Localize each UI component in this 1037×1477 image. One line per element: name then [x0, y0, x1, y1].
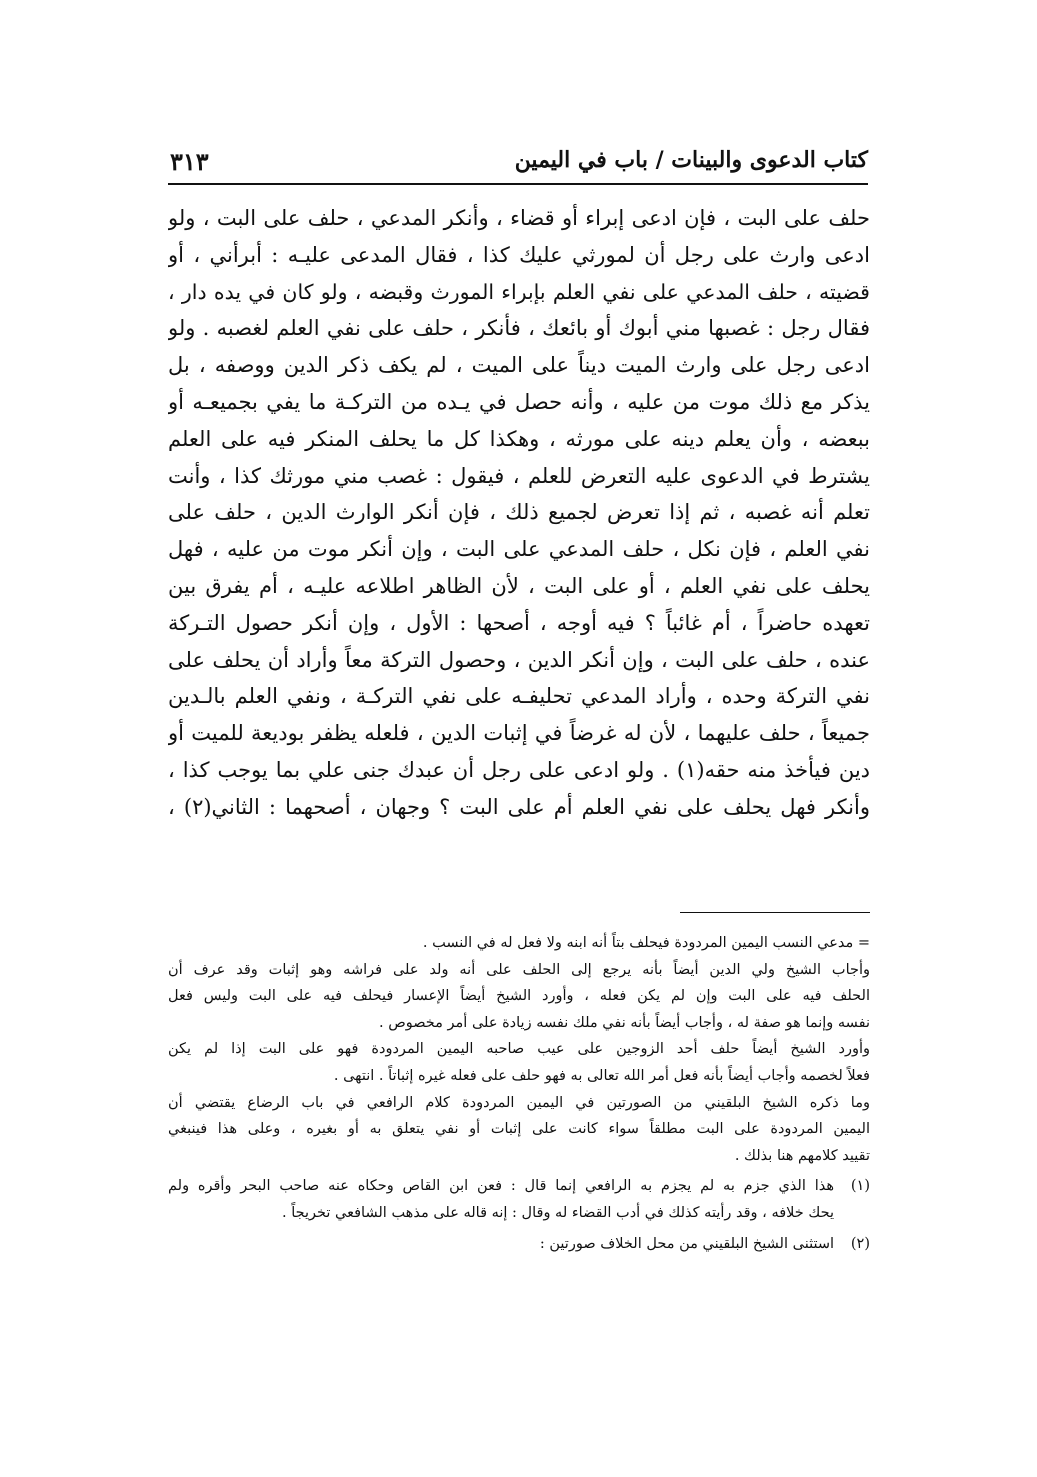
footnote-line: = مدعي النسب اليمين المردودة فيحلف بتاً أنه ابنه ولا فعل له في النسب . — [422, 935, 870, 951]
text-line: يحلف على نفي العلم ، أو على البت ، لأن الظاهر اطلاعه عليـه ، أم يفرق بين — [168, 573, 870, 598]
footnote-line: اليمين المردودة على البت مطلقاً سواء كانت على إثبات أو نفي يتعلق به أو بغيره ، وعلى هذا فينبغي — [168, 1121, 870, 1138]
text-line: عنده ، حلف على البت ، وإن أنكر الدين ، وحصول التركة معاً وأراد أن يحلف على — [168, 647, 870, 672]
footnote-line: الحلف فيه على البت وإن لم يكن فعله ، وأورد الشيخ أيضاً الإعسار فيحلف فيه على البت وليس فعل — [168, 988, 870, 1005]
page-number: ٣١٣ — [170, 147, 209, 176]
text-line: قضيته ، حلف المدعي على نفي العلم بإبراء المورث وقبضه ، ولو كان في يده دار ، — [168, 279, 870, 304]
text-line: دين فيأخذ منه حقه(١) . ولو ادعى على رجل أن عبدك جنى علي بما يوجب كذا ، — [168, 757, 870, 782]
footnote-line: وأورد الشيخ أيضاً حلف أحد الزوجين على عيب صاحبه اليمين المردودة فهو على البت إذا لم يكن — [168, 1041, 870, 1058]
text-line: تعهده حاضراً ، أم غائباً ؟ فيه أوجه ، أصحها : الأول ، وإن أنكر حصول التـركة — [168, 610, 870, 635]
footnote-line: وما ذكره الشيخ البلقيني من الصورتين في اليمين المردودة كلام الرافعي في باب الرضاع يقتضي أن — [168, 1094, 870, 1111]
footnote-2 — [168, 1231, 870, 1258]
footnote-line: نفسه وإنما هو صفة له ، وأجاب أيضاً بأنه نفي ملك نفسه زيادة على أمر مخصوص . — [378, 1014, 870, 1031]
text-line: حلف على البت ، فإن ادعى إبراء أو قضاء ، وأنكر المدعي ، حلف على البت ، ولو — [168, 206, 870, 230]
footnote-1 — [168, 1173, 870, 1226]
text-line: فقال رجل : غصبها مني أبوك أو بائعك ، فأنكر ، حلف على نفي العلم لغصبه . ولو — [168, 316, 870, 341]
footnote-separator — [680, 912, 870, 913]
footnotes — [168, 930, 870, 1257]
footnote-line: هذا الذي جزم به لم يجزم به الرافعي إنما قال : فعن ابن القاص وحكاه عنه صاحب البحر وأقره ولم — [168, 1178, 834, 1195]
text-line: يشترط في الدعوى عليه التعرض للعلم ، فيقول : غصب مني مورثك كذا ، وأنت — [168, 463, 870, 488]
text-line: نفي العلم ، فإن نكل ، حلف المدعي على البت ، وإن أنكر موت من عليه ، فهل — [168, 537, 870, 562]
footnote-line: تقييد كلامهم هنا بذلك . — [734, 1147, 870, 1164]
footnote-line: وأجاب الشيخ ولي الدين أيضاً بأنه يرجع إلى الحلف على أنه ولد على فراشه وهو إثبات وقد عرف أن — [168, 961, 870, 978]
text-line: تعلم أنه غصبه ، ثم إذا تعرض لجميع ذلك ، فإن أنكر الوارث الدين ، حلف على — [168, 500, 870, 525]
text-line: ادعى رجل على وارث الميت ديناً على الميت ، لم يكف ذكر الدين ووصفه ، بل — [168, 353, 870, 378]
footnote-line: فعلاً لخصمه وأجاب أيضاً بأنه فعل أمر الله تعالى به فهو حلف على فعله غيره إثباتاً . انتهى . — [333, 1067, 870, 1084]
running-header — [168, 143, 868, 185]
text-line: وأنكر فهل يحلف على نفي العلم أم على البت ؟ وجهان ، أصحهما : الثاني(٢) ، — [168, 794, 870, 819]
text-line: نفي التركة وحده ، وأراد المدعي تحليفـه على نفي التركـة ، ونفي العلم بالـدين — [168, 684, 870, 709]
footnote-line: استثنى الشيخ البلقيني من محل الخلاف صورتين : — [539, 1235, 834, 1252]
footnote-marker: (٢) — [850, 1235, 870, 1252]
footnote-marker: (١) — [850, 1178, 870, 1195]
main-text — [168, 200, 870, 826]
text-line: يذكر مع ذلك موت من عليه ، وأنه حصل في يـده من التركـة ما يفي بجميعـه أو — [168, 389, 870, 414]
text-line: ببعضه ، وأن يعلم دينه على مورثه ، وهكذا كل ما يحلف المنكر فيه على العلم — [168, 426, 870, 451]
text-line: ادعى وارث على رجل أن لمورثي عليك كذا ، فقال المدعى عليـه : أبرأني ، أو — [168, 242, 870, 267]
text-line: جميعاً ، حلف عليهما ، لأن له غرضاً في إثبات الدين ، فلعله يظفر بوديعة للميت أو — [168, 721, 870, 746]
footnote-line: يحك خلافه ، وقد رأيته كذلك في أدب القضاء له وقال : إنه قاله على مذهب الشافعي تخريجاً . — [281, 1204, 834, 1221]
chapter-title: كتاب الدعوى والبينات / باب في اليمين — [514, 147, 868, 173]
